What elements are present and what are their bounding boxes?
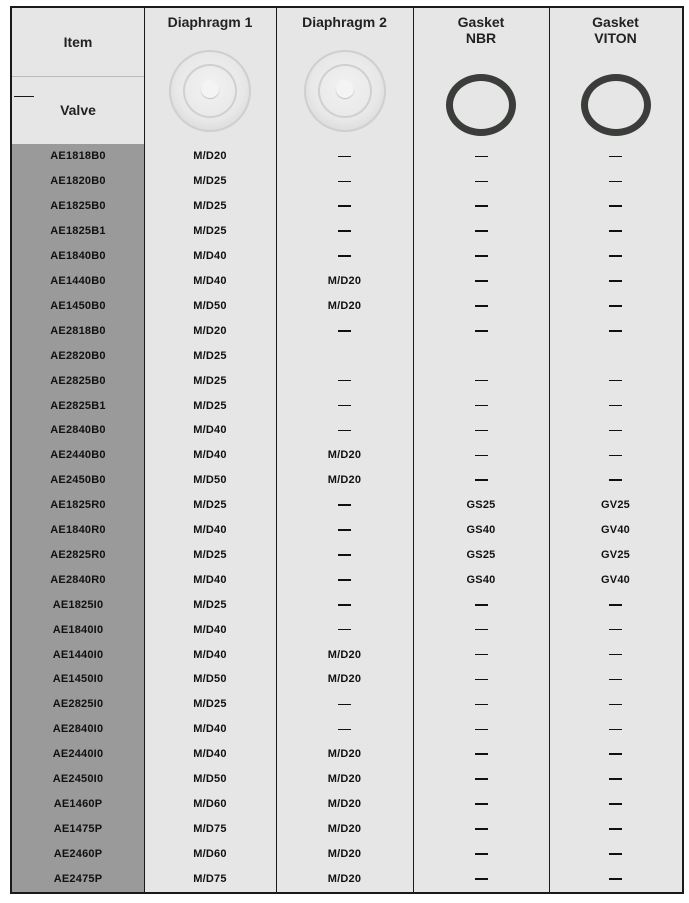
table-cell	[276, 617, 413, 642]
valve-code-cell: AE2818B0	[50, 324, 106, 337]
valve-code-cell: AE2825R0	[50, 548, 106, 561]
not-applicable-dash	[609, 629, 622, 631]
not-applicable-dash	[609, 853, 622, 855]
valve-code-cell: AE2440B0	[50, 449, 106, 462]
table-cell	[549, 792, 682, 817]
table-cell	[413, 393, 549, 418]
header-item-label: Item	[63, 34, 93, 50]
table-cell: M/D40	[193, 524, 227, 537]
valve-code-cell: AE1440I0	[52, 648, 104, 661]
not-applicable-dash	[475, 305, 488, 307]
valve-code-cell: AE2825B0	[50, 374, 106, 387]
table-cell	[413, 767, 549, 792]
table-cell	[413, 742, 549, 767]
valve-code-cell: AE1840I0	[52, 623, 104, 636]
table-cell	[549, 692, 682, 717]
parts-table	[10, 6, 684, 894]
table-cell	[276, 318, 413, 343]
column-title: Gasket VITON	[592, 14, 639, 46]
table-cell	[276, 144, 413, 169]
table-cell	[276, 343, 413, 368]
table-cell	[413, 418, 549, 443]
table-cell	[549, 642, 682, 667]
not-applicable-dash	[475, 181, 488, 183]
gasket-viton-list	[549, 144, 682, 891]
table-cell: GV40	[601, 524, 630, 537]
table-cell	[413, 866, 549, 891]
table-cell	[276, 418, 413, 443]
not-applicable-dash	[475, 430, 488, 432]
table-cell: M/D25	[193, 374, 227, 387]
not-applicable-dash	[609, 156, 622, 158]
table-cell	[413, 792, 549, 817]
table-cell	[549, 617, 682, 642]
valve-code-cell: AE2820B0	[50, 349, 106, 362]
not-applicable-dash	[338, 380, 351, 382]
table-cell	[276, 543, 413, 568]
not-applicable-dash	[338, 729, 351, 731]
not-applicable-dash	[609, 753, 622, 755]
table-cell: M/D25	[193, 175, 227, 188]
not-applicable-dash	[475, 280, 488, 282]
table-cell	[276, 244, 413, 269]
table-cell: GV25	[601, 548, 630, 561]
not-applicable-dash	[338, 430, 351, 432]
valve-code-cell: AE2450I0	[52, 773, 104, 786]
table-cell: GV40	[601, 573, 630, 586]
table-cell	[413, 144, 549, 169]
table-cell	[549, 269, 682, 294]
gasket-viton-image	[581, 74, 651, 136]
table-cell	[413, 816, 549, 841]
table-cell	[549, 667, 682, 692]
table-cell: M/D20	[327, 274, 362, 287]
valve-code-cell: AE2825I0	[52, 698, 104, 711]
valve-code-cell: AE1825I0	[52, 598, 104, 611]
valve-code-cell: AE1475P	[53, 822, 103, 835]
valve-code-cell: AE2450B0	[50, 474, 106, 487]
table-cell: GS25	[466, 548, 496, 561]
column-divider	[413, 8, 414, 892]
table-cell	[276, 219, 413, 244]
not-applicable-dash	[609, 280, 622, 282]
table-cell	[549, 144, 682, 169]
valve-code-cell: AE2840B0	[50, 424, 106, 437]
table-cell: M/D25	[193, 399, 227, 412]
not-applicable-dash	[475, 156, 488, 158]
not-applicable-dash	[338, 629, 351, 631]
table-cell: M/D20	[327, 648, 362, 661]
not-applicable-dash	[475, 803, 488, 805]
table-cell: M/D20	[327, 673, 362, 686]
table-cell	[276, 194, 413, 219]
not-applicable-dash	[609, 380, 622, 382]
column-gasket-nbr	[413, 8, 549, 892]
not-applicable-dash	[609, 255, 622, 257]
not-applicable-dash	[609, 878, 622, 880]
table-cell: M/D20	[327, 847, 362, 860]
table-cell	[549, 194, 682, 219]
table-cell	[276, 169, 413, 194]
not-applicable-dash	[338, 529, 351, 531]
table-cell	[549, 742, 682, 767]
gasket-nbr-image	[446, 74, 516, 136]
not-applicable-dash	[338, 255, 351, 257]
not-applicable-dash	[475, 778, 488, 780]
table-cell	[549, 816, 682, 841]
not-applicable-dash	[609, 205, 622, 207]
valve-code-cell: AE1460P	[53, 798, 103, 811]
table-cell: M/D40	[193, 723, 227, 736]
table-cell: M/D60	[193, 847, 227, 860]
table-cell	[413, 219, 549, 244]
not-applicable-dash	[475, 230, 488, 232]
table-cell	[413, 443, 549, 468]
table-cell	[413, 368, 549, 393]
table-cell	[413, 194, 549, 219]
column-gasket-viton	[549, 8, 682, 892]
table-cell	[413, 592, 549, 617]
table-cell	[413, 169, 549, 194]
table-cell: M/D25	[193, 499, 227, 512]
column-title: Diaphragm 1	[167, 14, 253, 30]
valve-code-cell: AE1450B0	[50, 299, 106, 312]
not-applicable-dash	[475, 205, 488, 207]
table-cell	[413, 717, 549, 742]
gasket-nbr-list	[413, 144, 549, 891]
column-valve	[12, 8, 144, 892]
not-applicable-dash	[609, 230, 622, 232]
column-diaphragm-2	[276, 8, 413, 892]
not-applicable-dash	[338, 405, 351, 407]
table-cell: M/D20	[327, 798, 362, 811]
header-item-valve	[12, 8, 144, 144]
table-cell: M/D25	[193, 548, 227, 561]
table-cell	[549, 169, 682, 194]
valve-code-cell: AE2840I0	[52, 723, 104, 736]
table-cell	[276, 692, 413, 717]
not-applicable-dash	[338, 330, 351, 332]
valve-code-cell: AE1825B0	[50, 200, 106, 213]
table-cell	[549, 219, 682, 244]
table-cell	[276, 592, 413, 617]
valve-code-cell: AE1450I0	[52, 673, 104, 686]
diaphragm-image	[304, 50, 386, 132]
table-cell	[276, 518, 413, 543]
not-applicable-dash	[475, 753, 488, 755]
not-applicable-dash	[609, 679, 622, 681]
not-applicable-dash	[475, 380, 488, 382]
table-cell	[276, 368, 413, 393]
table-cell	[549, 866, 682, 891]
table-cell: GS25	[466, 499, 496, 512]
not-applicable-dash	[609, 828, 622, 830]
column-diaphragm-1	[144, 8, 276, 892]
not-applicable-dash	[609, 803, 622, 805]
not-applicable-dash	[609, 654, 622, 656]
table-cell: M/D20	[327, 474, 362, 487]
not-applicable-dash	[609, 405, 622, 407]
not-applicable-dash	[609, 778, 622, 780]
valve-code-cell: AE1818B0	[50, 150, 106, 163]
not-applicable-dash	[609, 729, 622, 731]
valve-code-cell: AE1820B0	[50, 175, 106, 188]
table-cell	[413, 318, 549, 343]
table-cell: M/D25	[193, 349, 227, 362]
table-cell	[276, 567, 413, 592]
not-applicable-dash	[475, 255, 488, 257]
table-cell	[413, 841, 549, 866]
table-cell	[413, 244, 549, 269]
table-cell: M/D25	[193, 698, 227, 711]
not-applicable-dash	[475, 828, 488, 830]
table-cell	[413, 293, 549, 318]
table-cell	[549, 592, 682, 617]
table-cell: M/D20	[193, 150, 227, 163]
table-cell	[549, 368, 682, 393]
not-applicable-dash	[475, 654, 488, 656]
valve-code-cell: AE1825R0	[50, 499, 106, 512]
not-applicable-dash	[338, 554, 351, 556]
diaphragm-1-list	[144, 144, 276, 891]
table-cell	[549, 767, 682, 792]
not-applicable-dash	[475, 455, 488, 457]
table-cell: M/D40	[193, 648, 227, 661]
table-cell: M/D25	[193, 225, 227, 238]
table-cell	[549, 393, 682, 418]
table-cell: M/D50	[193, 773, 227, 786]
table-cell	[549, 343, 682, 368]
table-cell: M/D40	[193, 748, 227, 761]
table-cell: M/D40	[193, 424, 227, 437]
table-cell: M/D75	[193, 822, 227, 835]
table-cell	[549, 318, 682, 343]
column-title: Diaphragm 2	[302, 14, 387, 30]
table-cell: M/D20	[327, 748, 362, 761]
table-cell	[549, 443, 682, 468]
not-applicable-dash	[609, 479, 622, 481]
table-cell	[549, 841, 682, 866]
not-applicable-dash	[475, 330, 488, 332]
diaphragm-image	[169, 50, 251, 132]
column-divider	[276, 8, 277, 892]
table-cell: M/D40	[193, 449, 227, 462]
table-cell	[413, 642, 549, 667]
valve-code-cell: AE1840R0	[50, 524, 106, 537]
table-cell	[549, 468, 682, 493]
not-applicable-dash	[475, 629, 488, 631]
table-cell	[413, 269, 549, 294]
table-cell: M/D20	[327, 449, 362, 462]
not-applicable-dash	[475, 853, 488, 855]
table-cell	[549, 418, 682, 443]
table-cell: M/D20	[327, 773, 362, 786]
valve-code-cell: AE2825B1	[50, 399, 106, 412]
valve-code-cell: AE2475P	[53, 872, 103, 885]
table-cell: M/D50	[193, 299, 227, 312]
not-applicable-dash	[338, 230, 351, 232]
diaphragm-2-list	[276, 144, 413, 891]
table-cell: M/D75	[193, 872, 227, 885]
table-cell: M/D60	[193, 798, 227, 811]
column-title: Gasket NBR	[457, 14, 505, 46]
valve-list	[12, 144, 144, 892]
not-applicable-dash	[475, 704, 488, 706]
column-divider	[549, 8, 550, 892]
table-cell: M/D20	[327, 822, 362, 835]
not-applicable-dash	[609, 330, 622, 332]
table-cell: M/D40	[193, 623, 227, 636]
table-cell: GV25	[601, 499, 630, 512]
table-cell	[413, 617, 549, 642]
valve-code-cell: AE1440B0	[50, 274, 106, 287]
not-applicable-dash	[475, 729, 488, 731]
table-cell: M/D20	[327, 872, 362, 885]
not-applicable-dash	[609, 305, 622, 307]
valve-code-cell: AE2840R0	[50, 573, 106, 586]
valve-code-cell: AE1825B1	[50, 225, 106, 238]
not-applicable-dash	[475, 604, 488, 606]
not-applicable-dash	[609, 181, 622, 183]
table-cell	[413, 468, 549, 493]
table-cell: M/D50	[193, 673, 227, 686]
not-applicable-dash	[338, 579, 351, 581]
not-applicable-dash	[475, 679, 488, 681]
table-cell: M/D25	[193, 200, 227, 213]
not-applicable-dash	[609, 455, 622, 457]
not-applicable-dash	[609, 704, 622, 706]
table-cell	[413, 667, 549, 692]
table-cell	[549, 244, 682, 269]
table-cell	[413, 692, 549, 717]
not-applicable-dash	[609, 430, 622, 432]
table-cell: M/D40	[193, 250, 227, 263]
not-applicable-dash	[475, 878, 488, 880]
column-divider	[144, 8, 145, 892]
valve-code-cell: AE1840B0	[50, 250, 106, 263]
table-cell	[276, 393, 413, 418]
not-applicable-dash	[338, 704, 351, 706]
not-applicable-dash	[475, 479, 488, 481]
valve-code-cell: AE2440I0	[52, 748, 104, 761]
table-cell	[413, 343, 549, 368]
table-cell	[549, 717, 682, 742]
table-cell: M/D40	[193, 573, 227, 586]
not-applicable-dash	[609, 604, 622, 606]
table-cell: GS40	[466, 524, 496, 537]
table-cell	[549, 293, 682, 318]
header-valve-label: Valve	[60, 102, 96, 118]
not-applicable-dash	[338, 504, 351, 506]
not-applicable-dash	[475, 405, 488, 407]
table-cell: M/D20	[327, 299, 362, 312]
table-cell: M/D50	[193, 474, 227, 487]
not-applicable-dash	[338, 181, 351, 183]
table-cell: M/D25	[193, 598, 227, 611]
not-applicable-dash	[338, 604, 351, 606]
valve-code-cell: AE2460P	[53, 847, 103, 860]
not-applicable-dash	[338, 205, 351, 207]
table-cell	[276, 717, 413, 742]
not-applicable-dash	[338, 156, 351, 158]
table-cell: M/D40	[193, 274, 227, 287]
table-cell: GS40	[466, 573, 496, 586]
table-cell: M/D20	[193, 324, 227, 337]
table-cell	[276, 493, 413, 518]
